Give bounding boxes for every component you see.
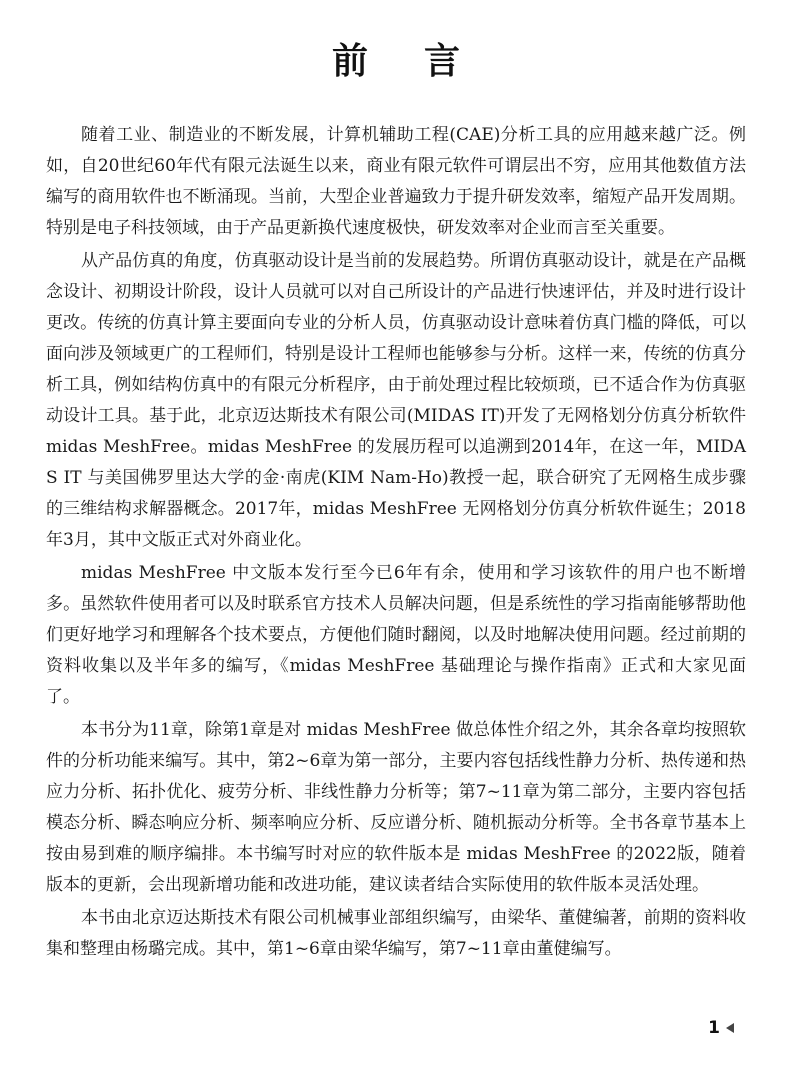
- page-title: 前言: [331, 41, 516, 82]
- paragraph-3: midas MeshFree 中文版本发行至今已6年有余，使用和学习该软件的用户也不断增多。虽然软件使用者可以及时联系官方技术人员解决问题，但是系统性的学习指南能够帮助他们更好地学习和理解各个技术要点，方便他们随时翻阅，以及时地解决使用问题。经过前期的资料收集以及半年多的编写，《midas MeshFree 基础理论与操作指南》正式和大家见面了。: [46, 563, 746, 707]
- paragraph-4: 本书分为11章，除第1章是对 midas MeshFree 做总体性介绍之外，其余各章均按照软件的分析功能来编写。其中，第2~6章为第一部分，主要内容包括线性静力分析、热传递和热应力分析、拓扑优化、疲劳分析、非线性静力分析等；第7~11章为第二部分，主要内容包括模态分析、瞬态响应分析、频率响应分析、反应谱分析、随机振动分析等。全书各章节基本上按由易到难的顺序编排。本书编写时对应的软件版本是 midas MeshFree 的2022版，随着版本的更新，会出现新增功能和改进功能，建议读者结合实际使用的软件版本灵活处理。: [46, 720, 746, 895]
- triangle-left-icon: [726, 1023, 734, 1033]
- document-body: [46, 120, 746, 967]
- paragraph-2: 从产品仿真的角度，仿真驱动设计是当前的发展趋势。所谓仿真驱动设计，就是在产品概念设计、初期设计阶段，设计人员就可以对自己所设计的产品进行快速评估，并及时进行设计更改。传统的仿真计算主要面向专业的分析人员，仿真驱动设计意味着仿真门槛的降低，可以面向涉及领域更广的工程师们，特别是设计工程师也能够参与分析。这样一来，传统的仿真分析工具，例如结构仿真中的有限元分析程序，由于前处理过程比较烦琐，已不适合作为仿真驱动设计工具。基于此，北京迈达斯技术有限公司(MIDAS IT)开发了无网格划分仿真分析软件 midas MeshFree。midas MeshFree 的发展历程可以追溯到2014年，在这一年，MIDAS IT 与美国佛罗里达大学的金·南虎(KIM Nam-Ho)教授一起，联合研究了无网格生成步骤的三维结构求解器概念。2017年，midas MeshFree 无网格划分仿真分析软件诞生；2018年3月，其中文版正式对外商业化。: [46, 251, 746, 550]
- paragraph-5: 本书由北京迈达斯技术有限公司机械事业部组织编写，由梁华、董健编著，前期的资料收集和整理由杨璐完成。其中，第1~6章由梁华编写，第7~11章由董健编写。: [46, 908, 746, 959]
- paragraph-1: 随着工业、制造业的不断发展，计算机辅助工程(CAE)分析工具的应用越来越广泛。例如，自20世纪60年代有限元法诞生以来，商业有限元软件可谓层出不穷，应用其他数值方法编写的商用软件也不断涌现。当前，大型企业普遍致力于提升研发效率，缩短产品开发周期。特别是电子科技领域，由于产品更新换代速度极快，研发效率对企业而言至关重要。: [46, 125, 746, 238]
- document-page: [46, 0, 746, 1069]
- page-number-label: 1: [708, 1018, 720, 1038]
- page-number: [708, 1018, 734, 1038]
